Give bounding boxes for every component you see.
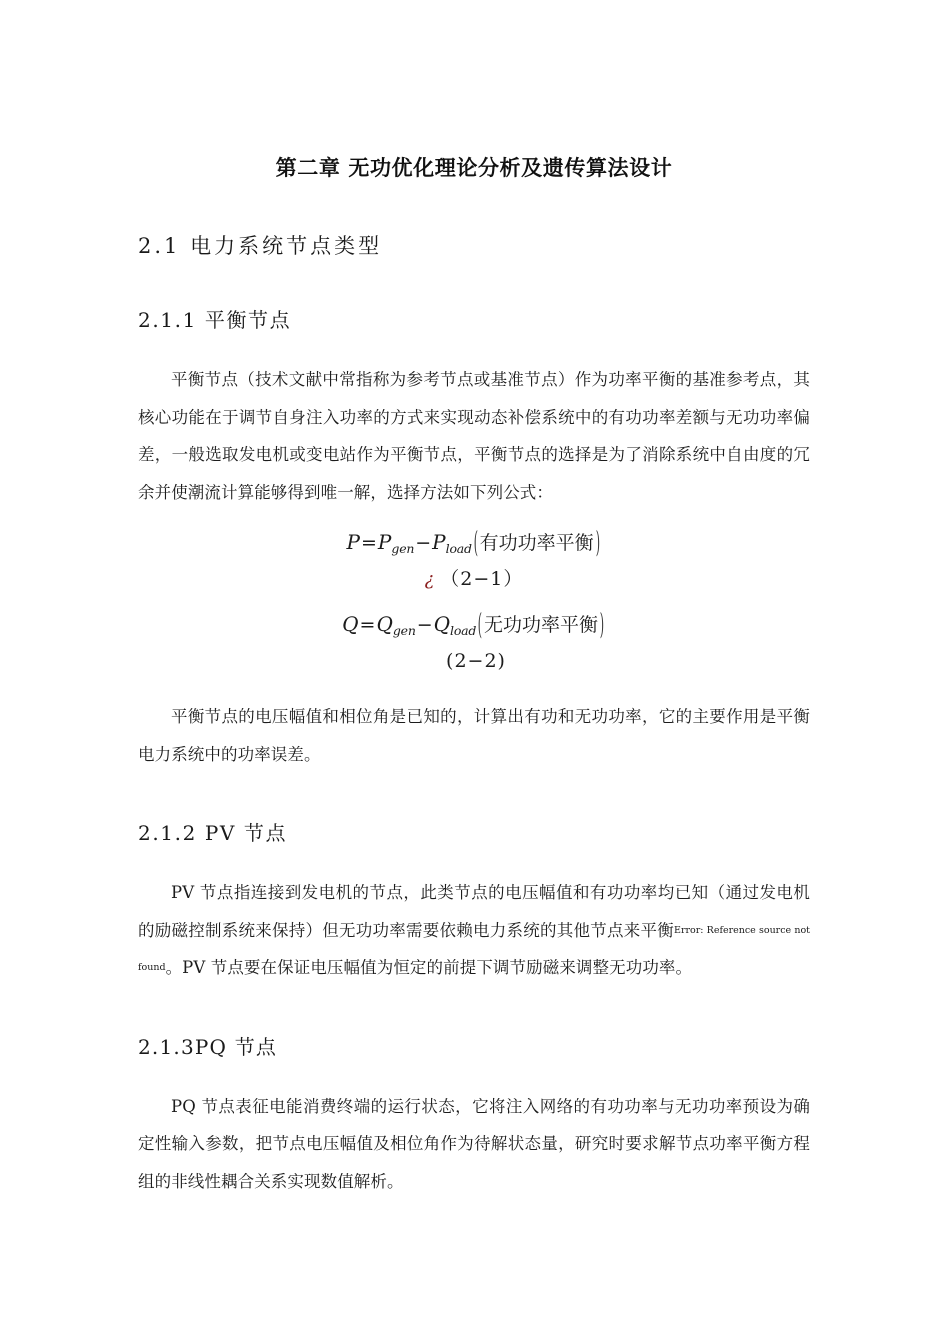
formula-2-1 [138,524,810,564]
formula-2-1-number-line [138,564,810,595]
formula-2-2-minus: − [416,614,433,636]
reference-error-mark: ¿ [424,569,435,590]
formula-2-2-equals: = [359,614,376,636]
chapter-title: 第二章 无功优化理论分析及遗传算法设计 [275,156,673,180]
formula-2-1-lhs: P [346,530,360,554]
formula-2-1-paren-close: ) [595,524,600,560]
subsection-heading-2-1-3: 2.1.3PQ 节点 [138,1034,278,1059]
formula-2-2-paren-open: ( [477,606,483,642]
formula-2-1-term2-base: P [432,530,446,554]
formula-2-2-term1-base: Q [376,612,393,636]
formula-2-1-equals: = [361,532,377,554]
formula-2-2 [138,595,810,646]
page-content [138,0,810,1200]
paragraph-pv-node [138,846,810,987]
formula-block [138,511,810,676]
paragraph-pv-node-lead: PV 节点指连接到发电机的节点，此类节点的电压幅值和有功功率均已知（通过发电机的励磁控制系统来保持）但无功功率需要依赖电力系统的其他节点来平衡 [138,883,810,940]
paragraph-balance-node-intro: 平衡节点（技术文献中常指称为参考节点或基准节点）作为功率平衡的基准参考点，其核心功能在于调节自身注入功率的方式来实现动态补偿系统中的有功功率差额与无功功率偏差，一般选取发电机或变电站作为平衡节点，平衡节点的选择是为了消除系统中自由度的冗余并使潮流计算能够得到唯一解，选择方法如下列公式： [138,370,810,502]
reference-error-text: Error: Reference source not found [138,924,810,973]
formula-2-2-number-line [138,646,810,676]
formula-2-2-number: (2−2) [446,650,506,672]
formula-2-2-term1-sub: gen [392,623,416,638]
formula-2-1-annotation: 有功功率平衡 [479,532,594,554]
formula-2-1-number: （2−1） [440,568,524,590]
formula-2-2-term2-base: Q [433,612,451,636]
formula-2-1-term2-sub: load [445,541,472,556]
formula-2-2-paren-close: ) [599,606,605,642]
formula-2-1-term1-base: P [377,530,392,554]
paragraph-balance-node-conclusion: 平衡节点的电压幅值和相位角是已知的，计算出有功和无功功率，它的主要作用是平衡电力系统中的功率误差。 [138,707,810,764]
paragraph-pq-node: PQ 节点表征电能消费终端的运行状态，它将注入网络的有功功率与无功功率预设为确定性输入参数，把节点电压幅值及相位角作为待解状态量，研究时要求解节点功率平衡方程组的非线性耦合关系实现数值解析。 [138,1096,810,1191]
formula-2-1-minus: − [415,532,432,554]
formula-2-1-term1-sub: gen [391,541,415,556]
subsection-heading-2-1-2: 2.1.2 PV 节点 [138,821,288,845]
paragraph-pv-node-tail: 。PV 节点要在保证电压幅值为恒定的前提下调节励磁来调整无功功率。 [165,958,693,977]
formula-2-2-lhs: Q [342,612,359,636]
section-heading-2-1: 2.1 电力系统节点类型 [138,234,383,258]
formula-2-1-paren-open: ( [473,524,478,560]
subsection-heading-2-1-1: 2.1.1 平衡节点 [138,308,292,332]
formula-2-2-annotation: 无功功率平衡 [484,614,599,636]
formula-2-2-term2-sub: load [450,623,477,638]
